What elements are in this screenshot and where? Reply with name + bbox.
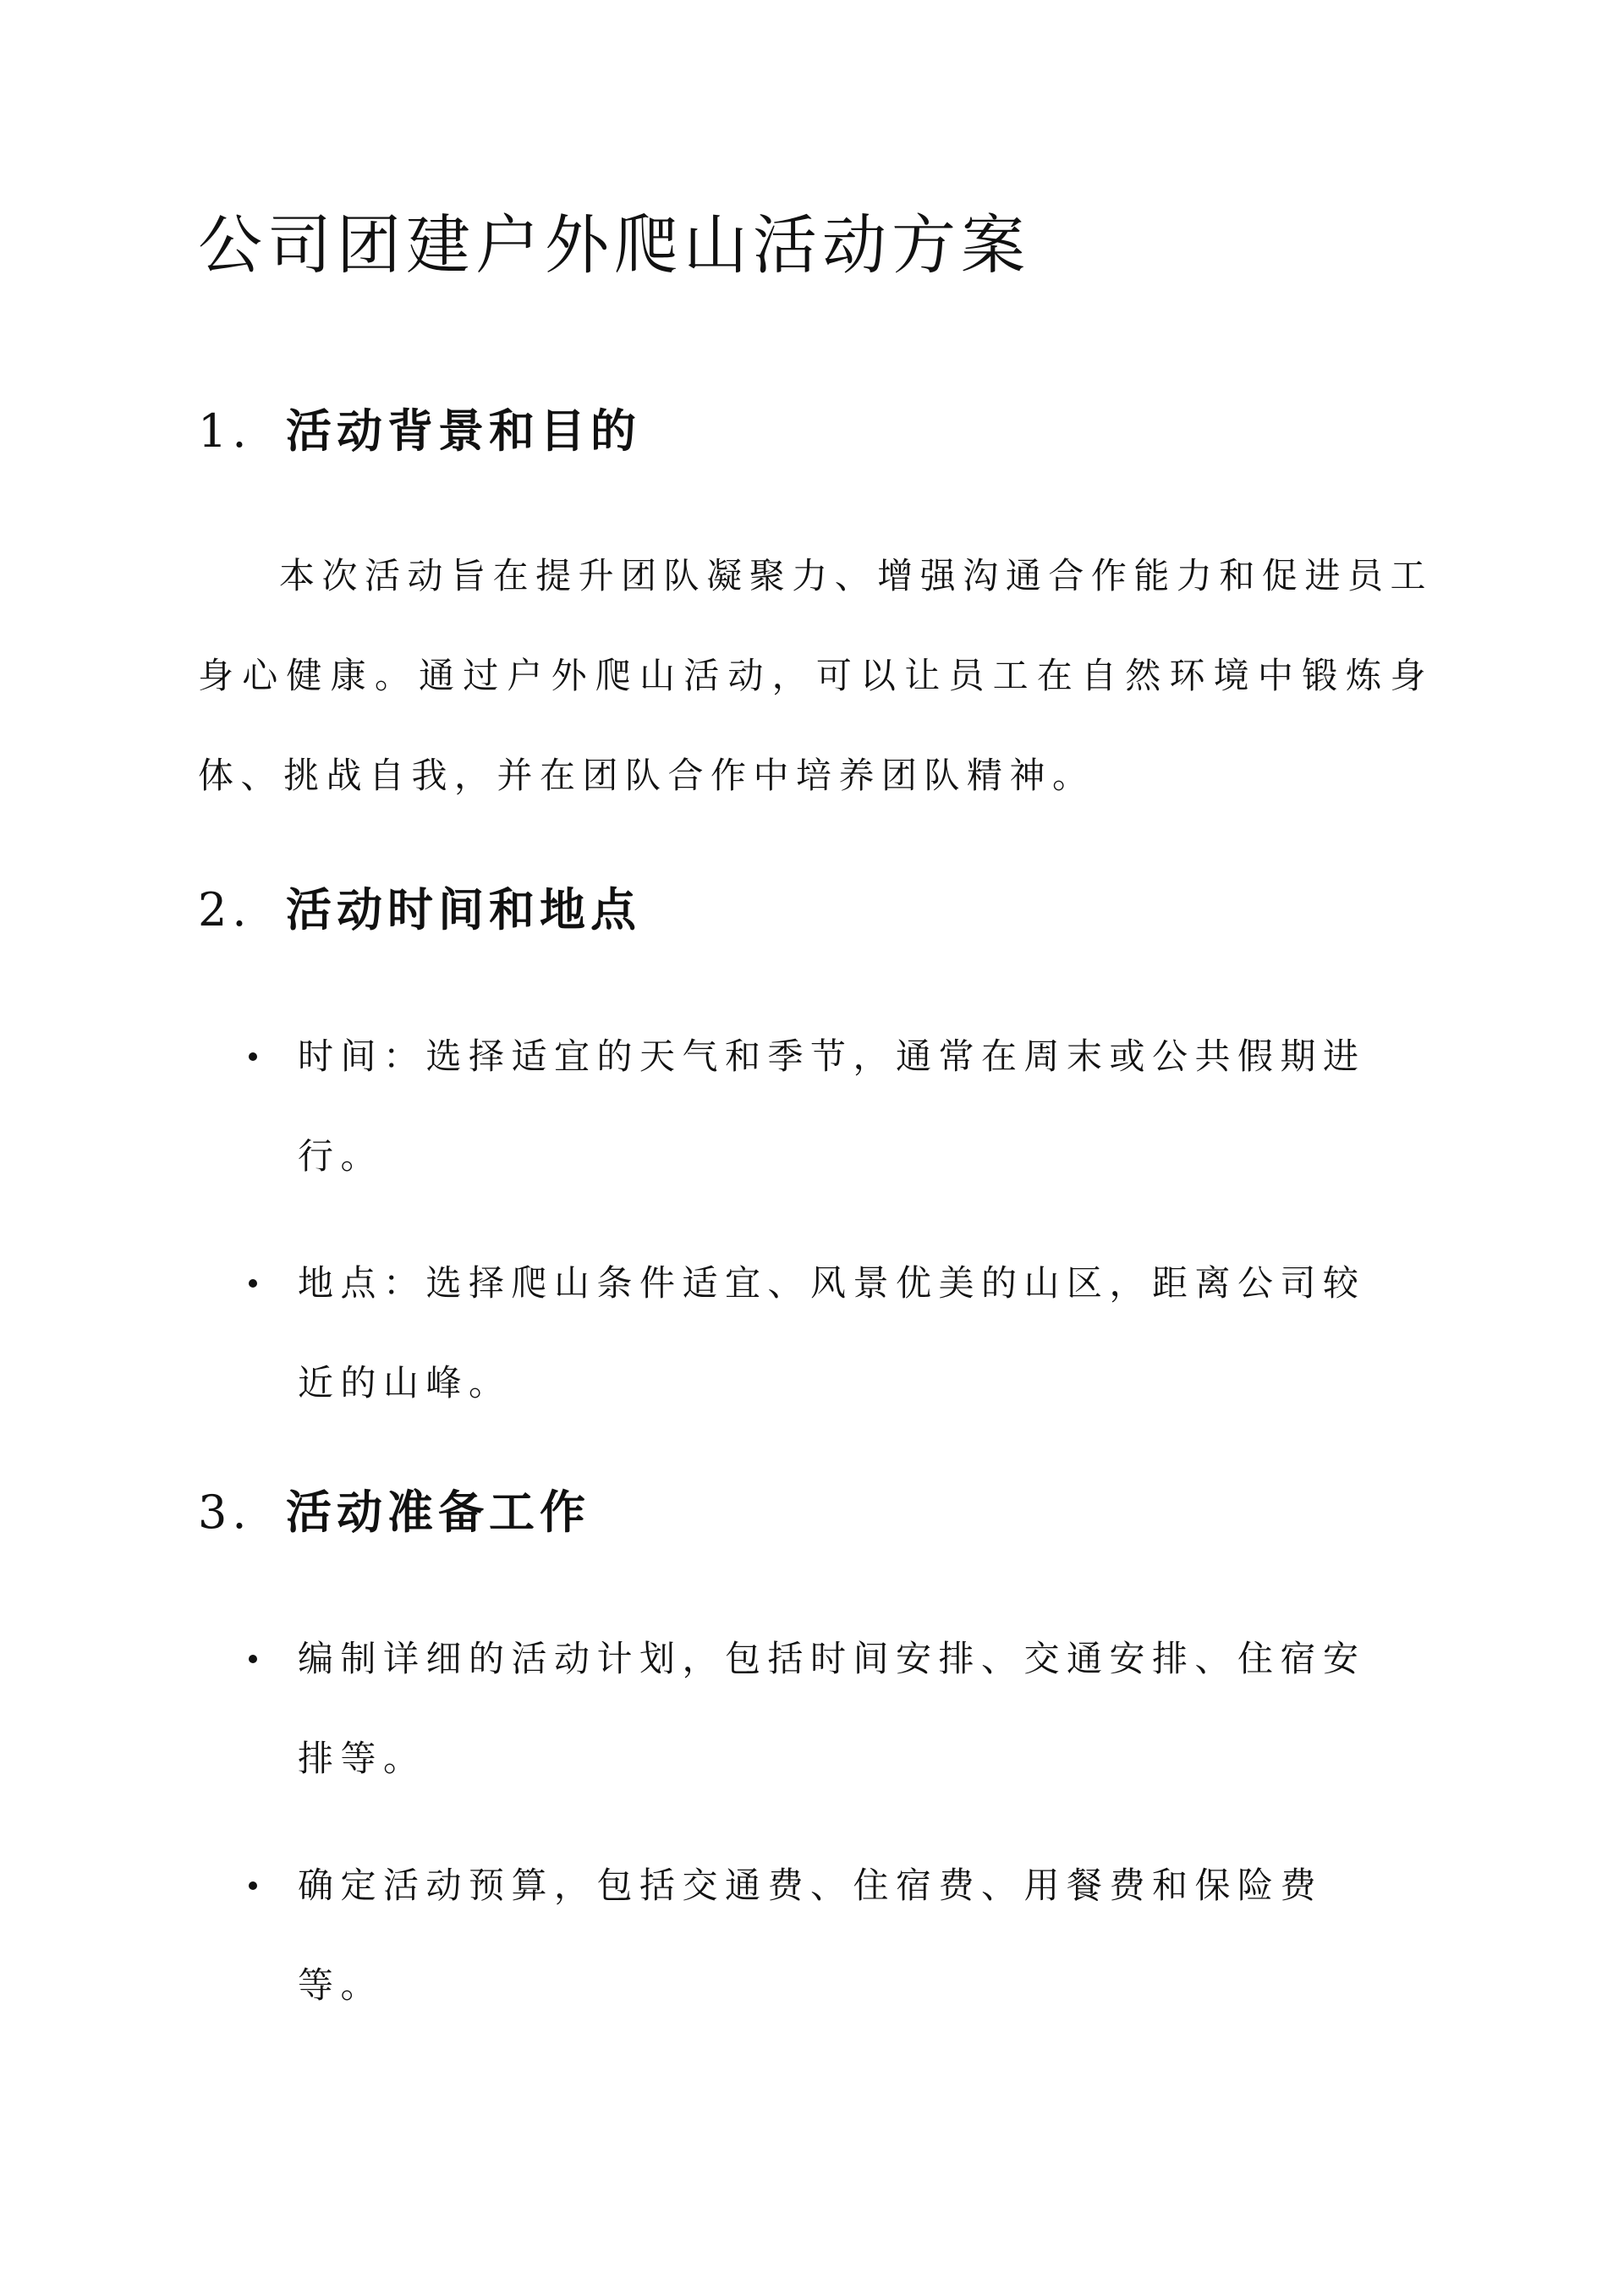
list-item <box>245 1836 1396 2035</box>
list-item-text: 确定活动预算，包括交通费、住宿费、用餐费和保险费等。 <box>298 1865 1324 2006</box>
list-item-text: 地点：选择爬山条件适宜、风景优美的山区，距离公司较近的山峰。 <box>298 1262 1366 1403</box>
bullet-icon <box>249 1279 257 1288</box>
section-paragraph: 本次活动旨在提升团队凝聚力、增强沟通合作能力和促进员工身心健康。通过户外爬山活动，可以让员工在自然环境中锻炼身体、挑战自我，并在团队合作中培养团队精神。 <box>198 555 1433 796</box>
section-title: 活动背景和目的 <box>286 404 641 458</box>
section-number: 2. <box>198 883 252 937</box>
section-number: 3. <box>198 1486 252 1539</box>
list-item-text: 编制详细的活动计划，包括时间安排、交通安排、住宿安排等。 <box>298 1638 1366 1779</box>
section-heading-1 <box>198 401 641 461</box>
list-item <box>245 1233 1396 1433</box>
section-heading-2 <box>198 880 641 940</box>
section-title: 活动时间和地点 <box>286 882 641 937</box>
document-title: 公司团建户外爬山活动方案 <box>198 207 1030 283</box>
section-heading-3 <box>198 1482 590 1542</box>
list-item <box>245 1609 1396 1809</box>
bullet-icon <box>249 1655 257 1663</box>
bullet-icon <box>249 1881 257 1890</box>
section-number: 1. <box>198 404 252 458</box>
bullet-icon <box>249 1052 257 1061</box>
section-title: 活动准备工作 <box>286 1485 590 1539</box>
list-item <box>245 1007 1396 1206</box>
list-item-text: 时间：选择适宜的天气和季节，通常在周末或公共假期进行。 <box>298 1035 1366 1177</box>
